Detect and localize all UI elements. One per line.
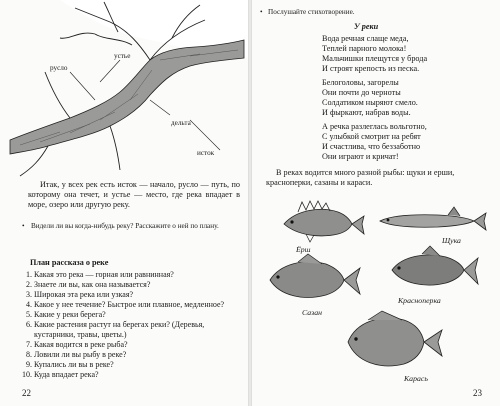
- left-page: [0, 0, 248, 406]
- poem-line: А речка разлеглась вольготно,: [322, 122, 427, 131]
- label-sazan: Сазан: [302, 308, 322, 317]
- poem-title: У реки: [354, 22, 379, 31]
- poem-line: И фыркают, набрав воды.: [322, 108, 411, 117]
- poem-line: И строят крепость из песка.: [322, 64, 420, 73]
- label-istok: исток: [197, 149, 215, 157]
- ersh-illustration: [276, 196, 366, 246]
- poem-line: Они играют и кричат!: [322, 152, 399, 161]
- plan-list: [20, 270, 242, 380]
- river-definition-paragraph: Итак, у всех рек есть исток — начало, русло — путь, по которому она течет, и устье — место, где река впадает в море, озеро или другую реку.: [28, 180, 240, 209]
- right-page: [252, 0, 500, 406]
- plan-item: 1. Какая это река — горная или равнинная?: [34, 270, 242, 280]
- plan-item: 7. Какая водится в реке рыба?: [34, 340, 242, 350]
- poem-line: С улыбкой смотрит на ребят: [322, 132, 421, 141]
- krasnoperka-illustration: [386, 244, 482, 296]
- label-shchuka: Щука: [442, 236, 461, 245]
- sazan-illustration: [264, 250, 364, 308]
- fish-intro-paragraph: В реках водится много разной рыбы: щуки и ерши, красноперки, сазаны и караси.: [266, 168, 455, 187]
- instruction-bullet: •: [260, 8, 263, 16]
- poem-stanza: [322, 78, 492, 118]
- label-karas: Карась: [404, 374, 428, 383]
- plan-item: 10. Куда впадает река?: [34, 370, 242, 380]
- plan-item: 6. Какие растения растут на берегах реки? (Деревья, кустарники, травы, цветы.): [34, 320, 242, 340]
- page-number-right: 23: [473, 388, 482, 398]
- poem-stanza: [322, 122, 492, 162]
- poem-line: Вода речная слаще меда,: [322, 34, 409, 43]
- karas-illustration: [342, 308, 446, 374]
- label-ruslo: русло: [50, 64, 68, 72]
- poem: [322, 34, 492, 166]
- page-number-left: 22: [22, 388, 31, 398]
- label-delta: дельта: [171, 119, 191, 127]
- poem-line: Солдатиком ныряют смело.: [322, 98, 418, 107]
- plan-item: 2. Знаете ли вы, как она называется?: [34, 280, 242, 290]
- label-ustye: устье: [114, 52, 131, 60]
- label-ersh: Ёрш: [296, 245, 311, 254]
- poem-line: Белоголовы, загорелы: [322, 78, 399, 87]
- poem-line: Мальчишки плещутся у брода: [322, 54, 428, 63]
- poem-line: И счастлива, что беззаботно: [322, 142, 421, 151]
- plan-title: План рассказа о реке: [30, 258, 109, 267]
- plan-item: 8. Ловили ли вы рыбу в реке?: [34, 350, 242, 360]
- plan-item: 3. Широкая эта река или узкая?: [34, 290, 242, 300]
- question-text: Видели ли вы когда-нибудь реку? Расскажите о ней по плану.: [31, 222, 219, 230]
- question-bullet: •: [22, 222, 25, 230]
- plan-item: 5. Какие у реки берега?: [34, 310, 242, 320]
- poem-line: Теплей парного молока!: [322, 44, 407, 53]
- shchuka-illustration: [378, 204, 488, 238]
- poem-stanza: [322, 34, 492, 74]
- poem-line: Они почти до черноты: [322, 88, 401, 97]
- plan-item: 4. Какое у нее течение? Быстрое или плавное, медленное?: [34, 300, 242, 310]
- instruction-text: Послушайте стихотворение.: [268, 8, 355, 16]
- plan-item: 9. Купались ли вы в реке?: [34, 360, 242, 370]
- label-krasnoperka: Красноперка: [398, 296, 441, 305]
